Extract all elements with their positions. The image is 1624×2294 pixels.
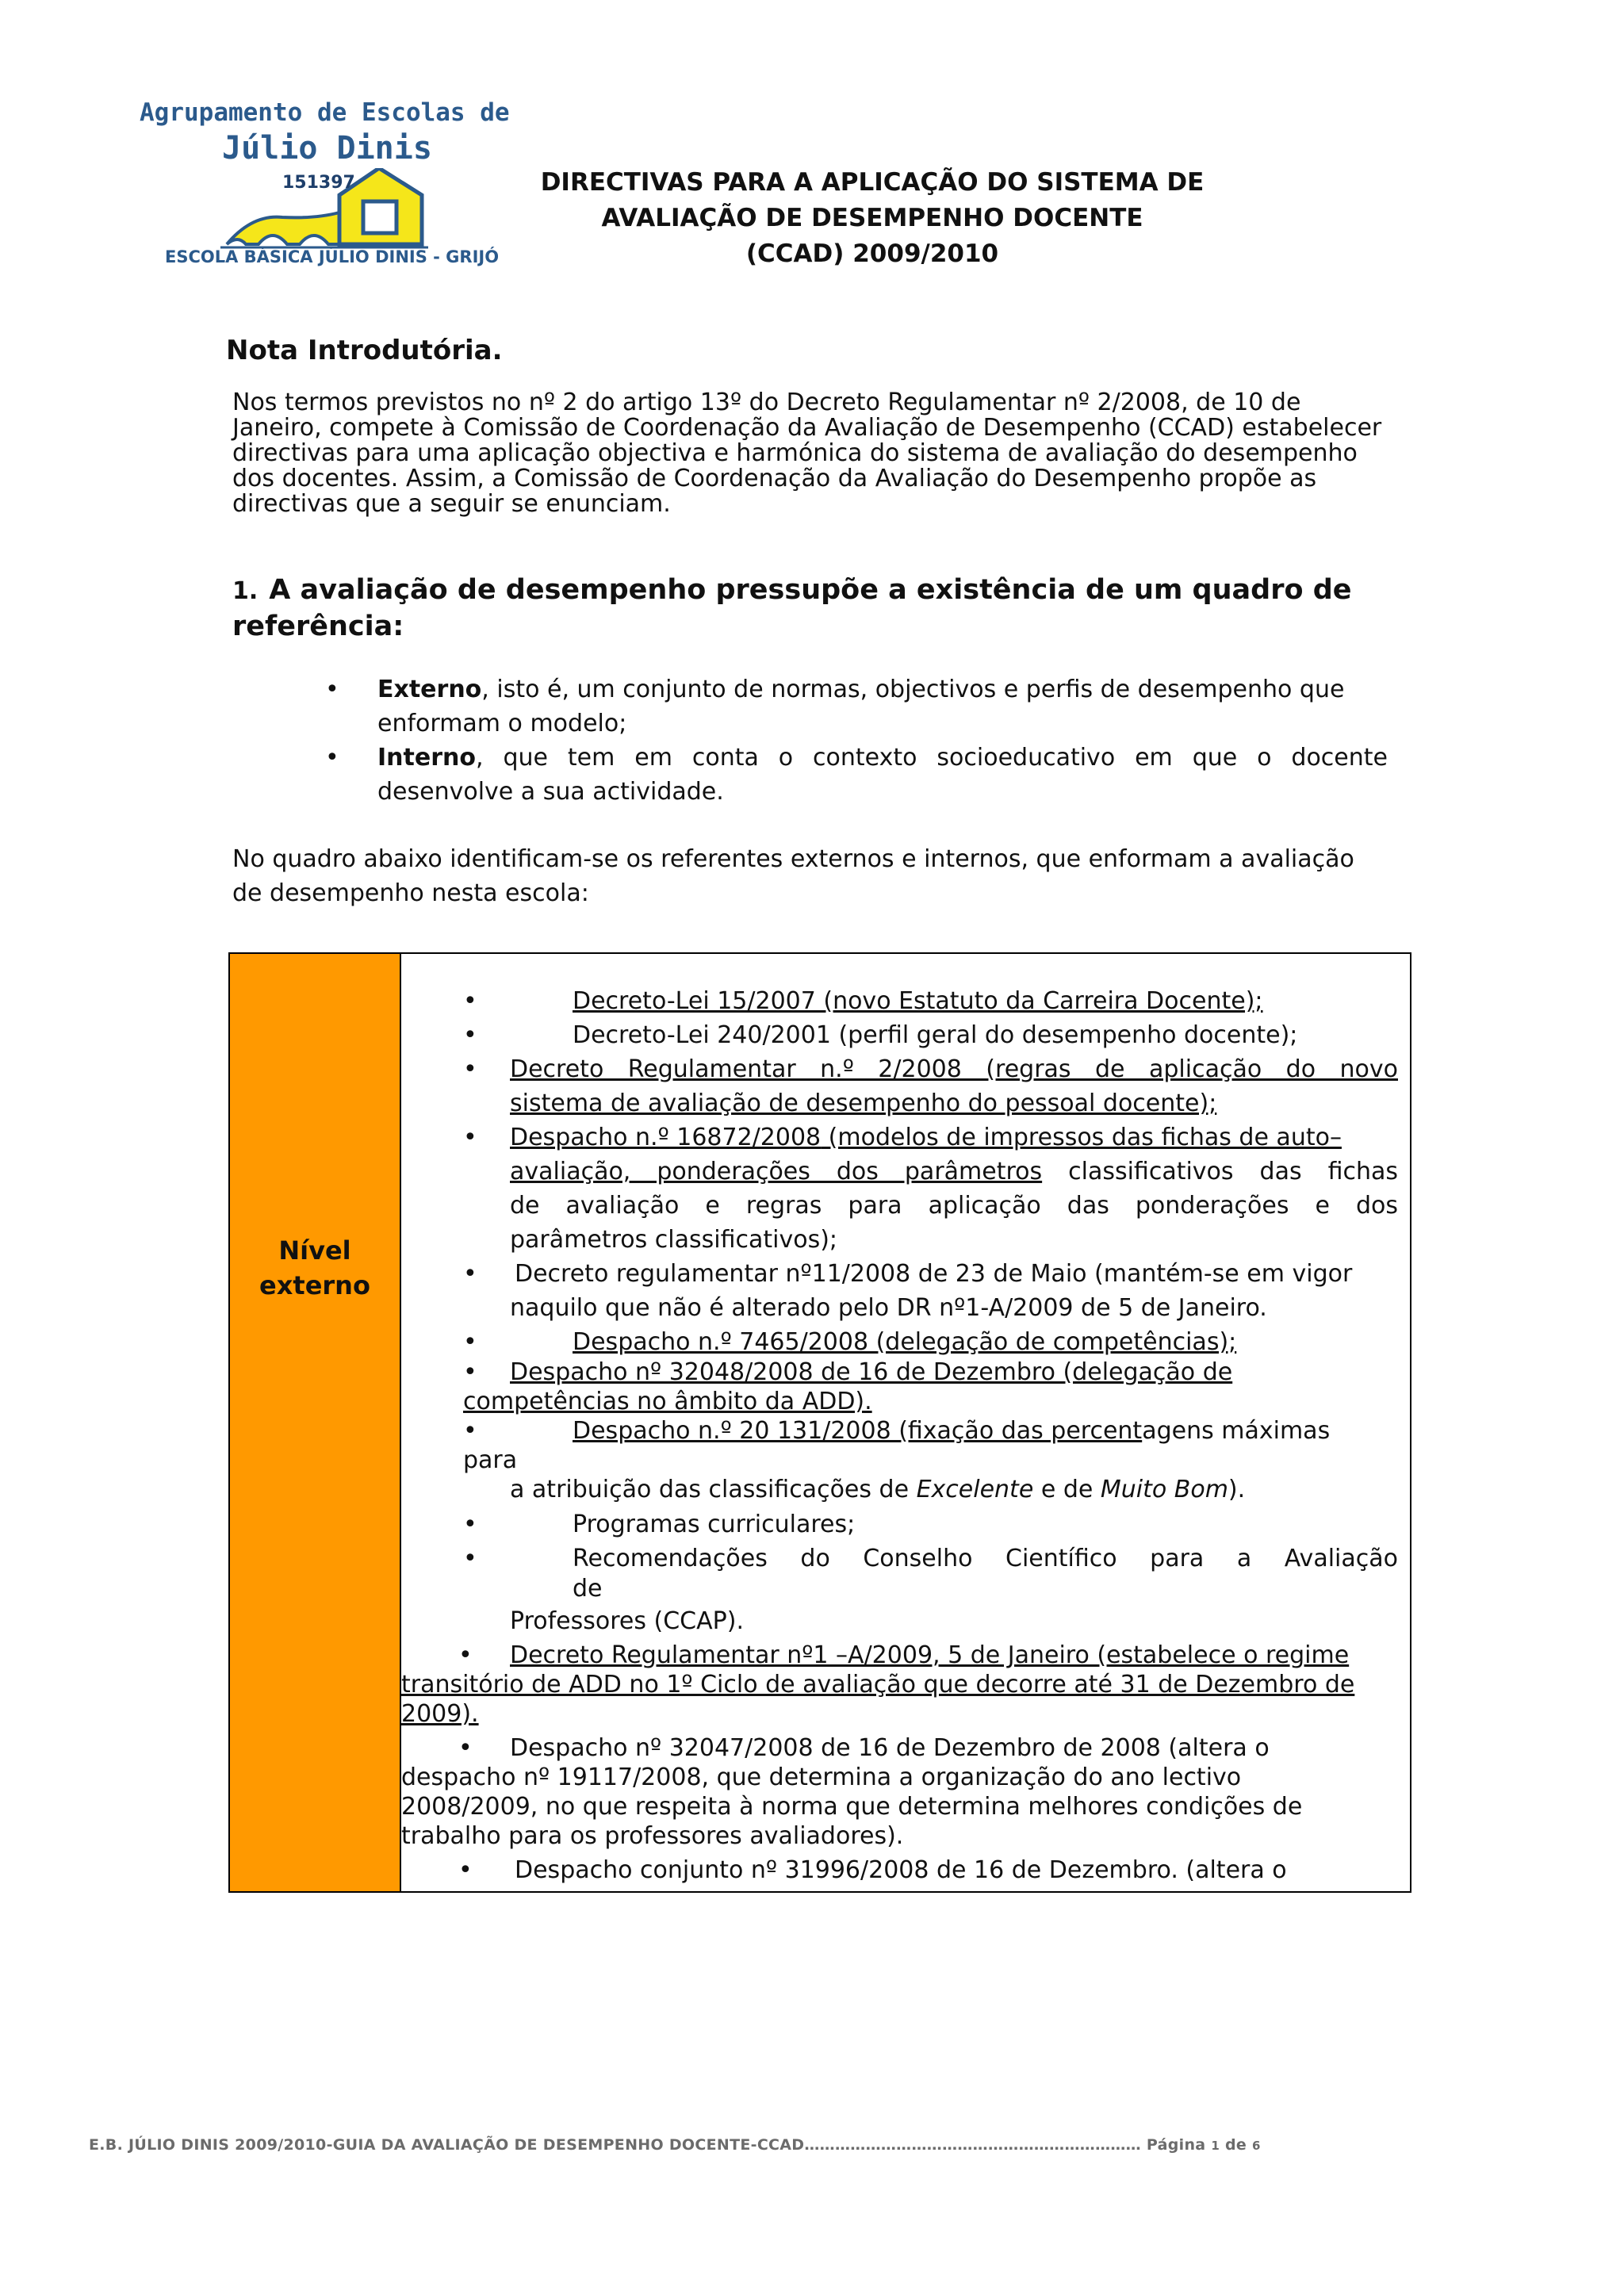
title-line-2: AVALIAÇÃO DE DESEMPENHO DOCENTE	[601, 204, 1143, 232]
reference-item	[510, 1124, 1342, 1151]
bullet-icon: •	[463, 1511, 477, 1538]
bullet-text-cont: desenvolve a sua actividade.	[377, 778, 724, 806]
bullet-bold: Interno	[377, 744, 476, 772]
reference-item-cont: despacho nº 19117/2008, que determina a organização do ano lectivo	[401, 1764, 1242, 1791]
footer-of: de	[1224, 2136, 1247, 2154]
bullet-icon: •	[463, 987, 477, 1015]
reference-text: avaliação, ponderações dos parâmetros	[510, 1158, 1043, 1185]
reference-item-cont: para	[463, 1446, 518, 1474]
page-footer	[89, 2136, 1261, 2154]
school-logo	[135, 95, 508, 278]
reference-table	[228, 952, 1411, 1893]
reference-item: Despacho nº 32048/2008 de 16 de Dezembro (delegação de	[510, 1358, 1233, 1386]
intro-line: Nos termos previstos no nº 2 do artigo 13º do Decreto Regulamentar nº 2/2008, de 10 de	[232, 389, 1301, 416]
reference-item-cont: de	[573, 1575, 603, 1603]
section-number: 1.	[232, 577, 259, 605]
bullet-bold: Externo	[377, 676, 482, 703]
bullet-icon: •	[325, 744, 339, 772]
intro-line: directivas que a seguir se enunciam.	[232, 490, 671, 518]
level-label-line: Nível	[278, 1235, 351, 1266]
bullet-icon: •	[325, 676, 339, 703]
references-cell	[401, 954, 1410, 1891]
section-heading-text: A avaliação de desempenho pressupõe a existência de um quadro de referência:	[232, 574, 1352, 642]
reference-item: Recomendações do Conselho Científico para a Avaliação	[573, 1545, 1398, 1572]
bullet-icon: •	[463, 1021, 477, 1049]
bullet-text-cont: enformam o modelo;	[377, 710, 627, 737]
reference-item-cont: parâmetros classificativos);	[510, 1226, 838, 1254]
reference-text: agens máximas	[1142, 1417, 1331, 1445]
bullet-icon: •	[463, 1124, 477, 1151]
reference-item	[573, 1417, 1330, 1445]
reference-item-cont: transitório de ADD no 1º Ciclo de avaliação que decorre até 31 de Dezembro de	[401, 1671, 1355, 1698]
title-line-3: (CCAD) 2009/2010	[745, 239, 999, 268]
reference-item-cont: de avaliação e regras para aplicação das ponderações e dos	[510, 1192, 1398, 1220]
paragraph-line: No quadro abaixo identificam-se os referentes externos e internos, que enformam a avaliação	[232, 845, 1354, 873]
reference-emphasis: Muito Bom	[1100, 1476, 1228, 1503]
reference-item-cont: naquilo que não é alterado pelo DR nº1-A/2009 de 5 de Janeiro.	[510, 1294, 1267, 1322]
level-label	[230, 1233, 400, 1303]
intro-line: directivas para uma aplicação objectiva e harmónica do sistema de avaliação do desempenho	[232, 439, 1358, 467]
bullet-icon: •	[458, 1641, 473, 1669]
reference-item-cont: trabalho para os professores avaliadores).	[401, 1822, 904, 1850]
reference-item-cont: competências no âmbito da ADD).	[463, 1388, 872, 1415]
logo-school-caption: ESCOLA BÁSICA JÚLIO DINIS - GRIJÓ	[165, 247, 500, 266]
reference-item-cont: sistema de avaliação de desempenho do pessoal docente);	[510, 1090, 1217, 1117]
reference-item: Despacho n.º 7465/2008 (delegação de competências);	[573, 1328, 1237, 1356]
reference-item: Despacho conjunto nº 31996/2008 de 16 de Dezembro. (altera o	[515, 1856, 1287, 1884]
reference-item-cont: 2009).	[401, 1700, 479, 1728]
reference-item: Decreto-Lei 15/2007 (novo Estatuto da Carreira Docente);	[573, 987, 1263, 1015]
section-1-heading	[232, 573, 1422, 644]
reference-text: e de	[1040, 1476, 1094, 1503]
bullet-icon: •	[458, 1856, 473, 1884]
page-number: 1	[1211, 2139, 1220, 2153]
reference-text: a atribuição das classificações de	[510, 1476, 910, 1503]
logo-group-name: Agrupamento de Escolas de	[140, 98, 510, 127]
reference-link: Despacho n.º 20 131/2008 (fixação das percent	[573, 1417, 1143, 1445]
bullet-icon: •	[463, 1545, 477, 1572]
bullet-text: , que tem em conta o contexto socioeducativo em que o docente	[475, 744, 1388, 772]
reference-bullets	[325, 672, 1388, 809]
page-total: 6	[1252, 2139, 1261, 2153]
reference-item-cont: Professores (CCAP).	[510, 1607, 744, 1635]
level-cell	[230, 954, 401, 1891]
bullet-icon: •	[463, 1055, 477, 1083]
paragraph-line: de desempenho nesta escola:	[232, 879, 589, 907]
reference-item: Despacho nº 32047/2008 de 16 de Dezembro de 2008 (altera o	[510, 1734, 1270, 1762]
reference-text: (modelos de impressos das fichas de auto–	[821, 1124, 1342, 1151]
reference-text: ).	[1228, 1476, 1246, 1503]
bullet-icon: •	[463, 1328, 477, 1356]
reference-item: Decreto Regulamentar nº1 –A/2009, 5 de Janeiro (estabelece o regime	[510, 1641, 1350, 1669]
bridge-house-icon	[220, 168, 490, 255]
list-item	[325, 741, 1388, 809]
intro-line: dos docentes. Assim, a Comissão de Coordenação da Avaliação do Desempenho propõe as	[232, 465, 1317, 492]
reference-item: Decreto Regulamentar n.º 2/2008 (regras de aplicação do novo	[510, 1055, 1398, 1083]
list-item	[325, 672, 1388, 741]
bullet-text: , isto é, um conjunto de normas, objectivos e perfis de desempenho que	[481, 676, 1345, 703]
footer-text: E.B. JÚLIO DINIS 2009/2010-GUIA DA AVALIAÇÃO DE DESEMPENHO DOCENTE-CCAD………………………………………………………… Página	[89, 2136, 1206, 2154]
reference-link: Despacho n.º 16872/2008	[510, 1124, 822, 1151]
intro-heading: Nota Introdutória.	[226, 335, 503, 366]
logo-school-name: Júlio Dinis	[222, 130, 432, 167]
bullet-icon: •	[463, 1260, 477, 1288]
bullet-icon: •	[463, 1358, 477, 1386]
reference-item-cont: 2008/2009, no que respeita à norma que determina melhores condições de	[401, 1793, 1303, 1821]
document-title	[492, 165, 1253, 272]
level-label-line: externo	[259, 1270, 370, 1300]
reference-item: Decreto-Lei 240/2001 (perfil geral do desempenho docente);	[573, 1021, 1298, 1049]
intro-line: Janeiro, compete à Comissão de Coordenação da Avaliação de Desempenho (CCAD) estabelecer	[232, 414, 1382, 442]
intro-paragraph	[232, 390, 1438, 517]
reference-item-cont	[510, 1476, 1245, 1503]
title-line-1: DIRECTIVAS PARA A APLICAÇÃO DO SISTEMA DE	[540, 168, 1205, 197]
reference-item: Decreto regulamentar nº11/2008 de 23 de Maio (mantém-se em vigor	[515, 1260, 1353, 1288]
bullet-icon: •	[458, 1734, 473, 1762]
reference-emphasis: Excelente	[916, 1476, 1034, 1503]
reference-text: classificativos das fichas	[1042, 1158, 1398, 1185]
bullet-icon: •	[463, 1417, 477, 1445]
logo-code: 151397	[282, 173, 355, 193]
reference-item: Programas curriculares;	[573, 1511, 856, 1538]
reference-item-cont	[510, 1158, 1398, 1185]
table-intro-paragraph	[232, 842, 1422, 910]
